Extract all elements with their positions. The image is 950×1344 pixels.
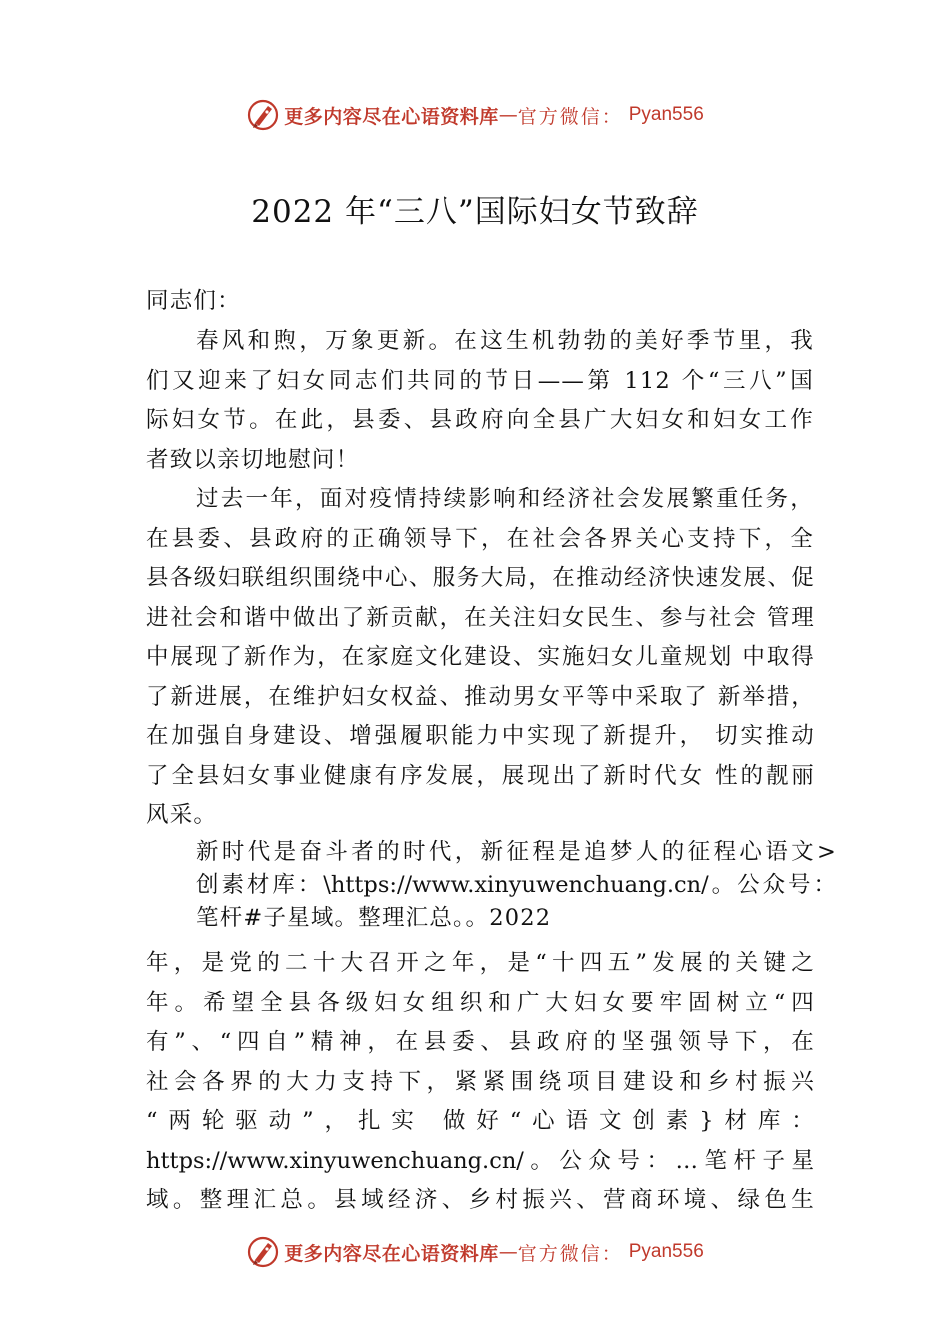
paragraph-2 xyxy=(146,480,814,836)
paragraph-line: 创素材库：\https://www.xinyuwenchuang.cn/。公众号： xyxy=(196,872,836,898)
banner-separator: — xyxy=(498,104,518,126)
paragraph-line: 进社会和谐中做出了新贡献，在关注妇女民生、参与社会 管理 xyxy=(146,604,814,631)
banner-wechat-id: Pyan556 xyxy=(628,104,704,125)
paragraph-line: 新时代是奋斗者的时代，新征程是追梦人的征程心语文> xyxy=(196,839,836,865)
paragraph-line: “两轮驱动”，扎实 做好“心语文创素}材库： xyxy=(146,1108,814,1134)
banner-label: 官方微信： xyxy=(517,105,623,128)
header-banner xyxy=(0,95,950,135)
banner-main-text: 更多内容尽在心语资料库 xyxy=(284,105,499,128)
document-title: 2022 年“三八”国际妇女节致辞 xyxy=(251,194,699,230)
paragraph-line: 在加强自身建设、增强履职能力中实现了新提升， 切实推动 xyxy=(146,723,814,749)
paragraph-4 xyxy=(146,944,814,1221)
paragraph-line: 们又迎来了妇女同志们共同的节日——第 112 个“三八”国 xyxy=(146,367,814,394)
paragraph-line: https://www.xinyuwenchuang.cn/。公众号：…笔杆子星 xyxy=(146,1147,814,1174)
paragraph-line: 在县委、县政府的正确领导下，在社会各界关心支持下，全 xyxy=(146,525,814,552)
paragraph-line: 域。整理汇总。县域经济、乡村振兴、营商环境、绿色生 xyxy=(146,1187,814,1213)
paragraph-line: 年，是党的二十大召开之年，是“十四五”发展的关键之 xyxy=(146,950,814,976)
paragraph-1 xyxy=(146,322,814,480)
banner-wechat-id: Pyan556 xyxy=(628,1241,704,1262)
paragraph-line: 际妇女节。在此，县委、县政府向全县广大妇女和妇女工作 xyxy=(146,407,814,433)
paragraph-line: 年。希望全县各级妇女组织和广大妇女要牢固树立“四 xyxy=(146,989,814,1016)
paragraph-line: 风采。 xyxy=(146,802,218,828)
paragraph-line: 了全县妇女事业健康有序发展，展现出了新时代女 性的靓丽 xyxy=(146,762,814,789)
paragraph-line: 笔杆#子星域。整理汇总。。2022 xyxy=(196,905,552,931)
paragraph-line: 春风和煦，万象更新。在这生机勃勃的美好季节里，我 xyxy=(196,328,814,354)
paragraph-line: 者致以亲切地慰问！ xyxy=(146,446,360,473)
paragraph-line: 了新进展，在维护妇女权益、推动男女平等中采取了 新举措， xyxy=(146,683,814,710)
greeting-line: 同志们： xyxy=(146,288,241,314)
paragraph-line: 社会各界的大力支持下，紧紧围绕项目建设和乡村振兴 xyxy=(146,1068,814,1095)
footer-banner xyxy=(0,1232,950,1272)
banner-main-text: 更多内容尽在心语资料库 xyxy=(284,1242,499,1265)
paragraph-line: 中展现了新作为，在家庭文化建设、实施妇女儿童规划 中取得 xyxy=(146,644,814,670)
paragraph-line: 有”、“四自”精神，在县委、县政府的坚强领导下，在 xyxy=(146,1029,814,1055)
banner-label: 官方微信： xyxy=(517,1242,623,1265)
paragraph-line: 县各级妇联组织围绕中心、服务大局，在推动经济快速发展、促 xyxy=(146,565,814,591)
paragraph-3 xyxy=(196,836,836,935)
pen-nib-circle-logo xyxy=(246,98,280,132)
paragraph-line: 过去一年，面对疫情持续影响和经济社会发展繁重任务， xyxy=(196,486,814,512)
pen-nib-circle-logo xyxy=(246,1235,280,1269)
banner-separator: — xyxy=(498,1241,518,1263)
greeting xyxy=(146,282,814,322)
